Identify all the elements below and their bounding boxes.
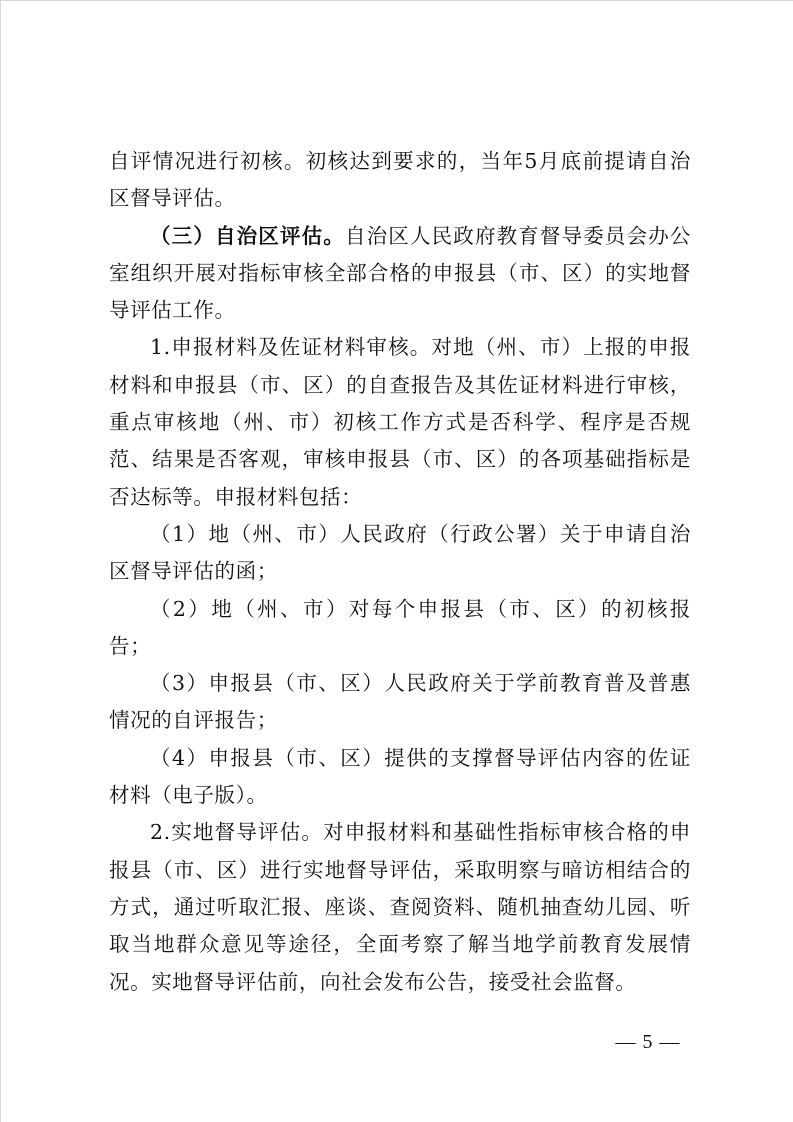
- list-item-4: （4）申报县（市、区）提供的支撑督导评估内容的佐证材料（电子版）。: [109, 745, 691, 808]
- section-body: 自治区人民政府教育督导委员会办公室组织开展对指标审核全部合格的申报县（市、区）的实地督导评估工作。: [109, 223, 691, 323]
- paragraph-onsite-evaluation: 2.实地督导评估。对申报材料和基础性指标审核合格的申报县（市、区）进行实地督导评估，采取明察与暗访相结合的方式，通过听取汇报、座谈、查阅资料、随机抽查幼儿园、听取当地群众意见等途径，全面考察了解当地学前教育发展情况。实地督导评估前，向社会发布公告，接受社会监督。: [109, 820, 691, 994]
- list-item-2: （2）地（州、市）对每个申报县（市、区）的初核报告；: [109, 596, 691, 658]
- paragraph-material-review: 1.申报材料及佐证材料审核。对地（州、市）上报的申报材料和申报县（市、区）的自查报告及其佐证材料进行审核，重点审核地（州、市）初核工作方式是否科学、程序是否规范、结果是否客观，审核申报县（市、区）的各项基础指标是否达标等。申报材料包括：: [109, 335, 691, 509]
- page-number: — 5 —: [615, 1031, 681, 1053]
- document-body: [109, 143, 691, 1001]
- list-item-3: （3）申报县（市、区）人民政府关于学前教育普及普惠情况的自评报告；: [109, 671, 691, 733]
- paragraph-section-three: [109, 218, 691, 330]
- paragraph-continuation: 自评情况进行初核。初核达到要求的，当年5月底前提请自治区督导评估。: [109, 149, 691, 211]
- section-heading: （三）自治区评估。: [150, 223, 345, 248]
- list-item-1: （1）地（州、市）人民政府（行政公署）关于申请自治区督导评估的函；: [109, 521, 691, 584]
